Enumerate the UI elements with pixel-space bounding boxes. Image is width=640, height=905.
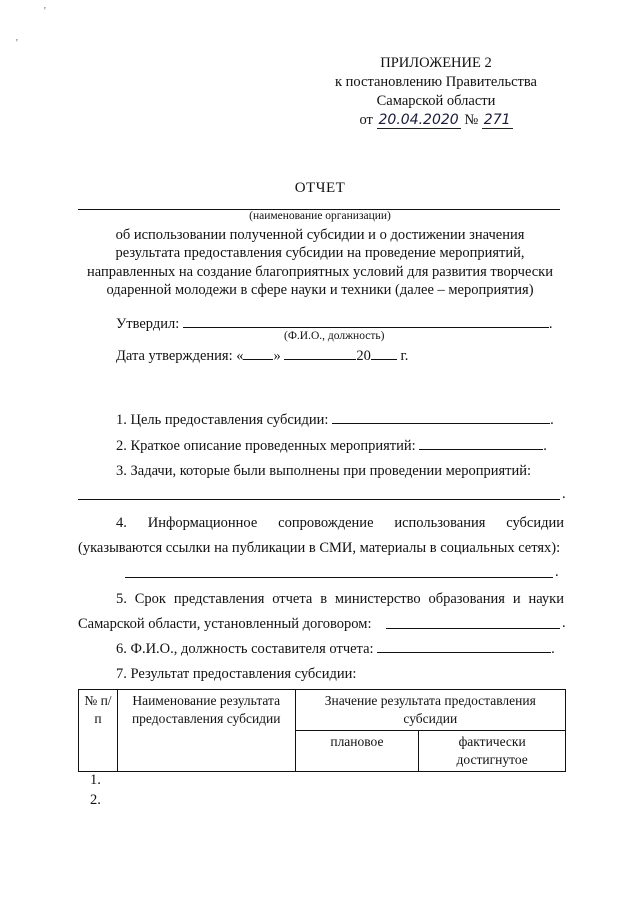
subtitle-line: результата предоставления субсидии на проведение мероприятий, [115,245,525,262]
header-planned: плановое [295,731,419,772]
item-goal-label: 1. Цель предоставления субсидии: [116,412,329,428]
appendix-header [326,54,546,130]
approval-date-label: Дата утверждения: « [116,348,244,364]
item-author-label: 6. Ф.И.О., должность составителя отчета: [116,641,374,657]
item-tasks-blank [78,499,560,500]
approval-date-mid: » [273,348,281,364]
result-table [78,689,566,772]
item-end-dot: . [562,486,566,502]
handwritten-date: 20.04.2020 [378,112,459,128]
item-media-blank [125,577,553,578]
approval-date-end: г. [400,348,409,364]
item-end-dot: . [543,438,547,454]
approval-date-year: 20 [356,348,371,364]
day-blank [243,347,273,360]
item-description-label: 2. Краткое описание проведенных мероприятий: [116,438,416,454]
appendix-title: ПРИЛОЖЕНИЕ 2 [380,55,492,71]
subtitle-line: одаренной молодежи в сфере науки и техники (далее – мероприятия) [106,281,534,298]
subtitle-line: об использовании полученной субсидии и о достижении значения [115,227,525,243]
item-end-dot: . [550,412,554,428]
year-blank [371,347,397,360]
item-media-label: 4. Информационное сопровождение использования субсидии (указываются ссылки на публикации в СМИ, материалы в социальных сетях): [78,515,564,556]
approved-by-blank [183,315,549,328]
appendix-date-line [326,111,546,130]
item-deadline-blank [386,628,560,629]
item-result: 7. Результат предоставления субсидии: [116,666,357,682]
header-actual: фактически достигнутое [419,731,566,772]
organization-caption: (наименование организации) [249,210,391,222]
report-title: ОТЧЕТ [294,180,346,196]
scan-mark: ' [16,38,18,49]
header-number: № п/п [79,690,118,772]
approved-end: . [548,316,553,332]
item-goal-blank [332,411,550,424]
item-deadline-label: 5. Срок представления отчета в министерство образования и науки Самарской области, установленный договором: [78,591,564,632]
item-author [116,640,555,658]
item-description [116,437,547,455]
approved-label: Утвердил: [116,316,180,332]
report-subtitle [70,226,570,299]
subtitle-line: направленных на создание благоприятных условий для развития творчески [87,263,553,280]
approval-date-row [116,347,408,365]
fio-caption: (Ф.И.О., должность) [284,330,385,342]
appendix-resolution: к постановлению Правительства [335,74,537,90]
table-row-number: 1. [90,772,101,788]
appendix-region: Самарской области [376,93,496,109]
item-end-dot: . [562,615,566,631]
item-tasks-label: 3. Задачи, которые были выполнены при проведении мероприятий: [116,463,532,479]
item-end-dot: . [551,641,555,657]
item-tasks [116,463,566,480]
header-result-value: Значение результата предоставления субсидии [295,690,565,731]
table-header-row [79,690,566,731]
item-media [78,511,564,561]
item-deadline [78,587,564,637]
month-blank [284,347,356,360]
table-row-number: 2. [90,792,101,808]
item-author-blank [377,640,551,653]
number-prefix: № [464,112,479,128]
scan-mark: ' [44,6,46,17]
item-end-dot: . [555,564,559,580]
handwritten-number: 271 [483,112,511,128]
date-prefix: от [359,112,373,128]
header-result-name: Наименование результата предоставления субсидии [117,690,295,772]
item-description-blank [419,437,543,450]
item-goal [116,411,554,429]
